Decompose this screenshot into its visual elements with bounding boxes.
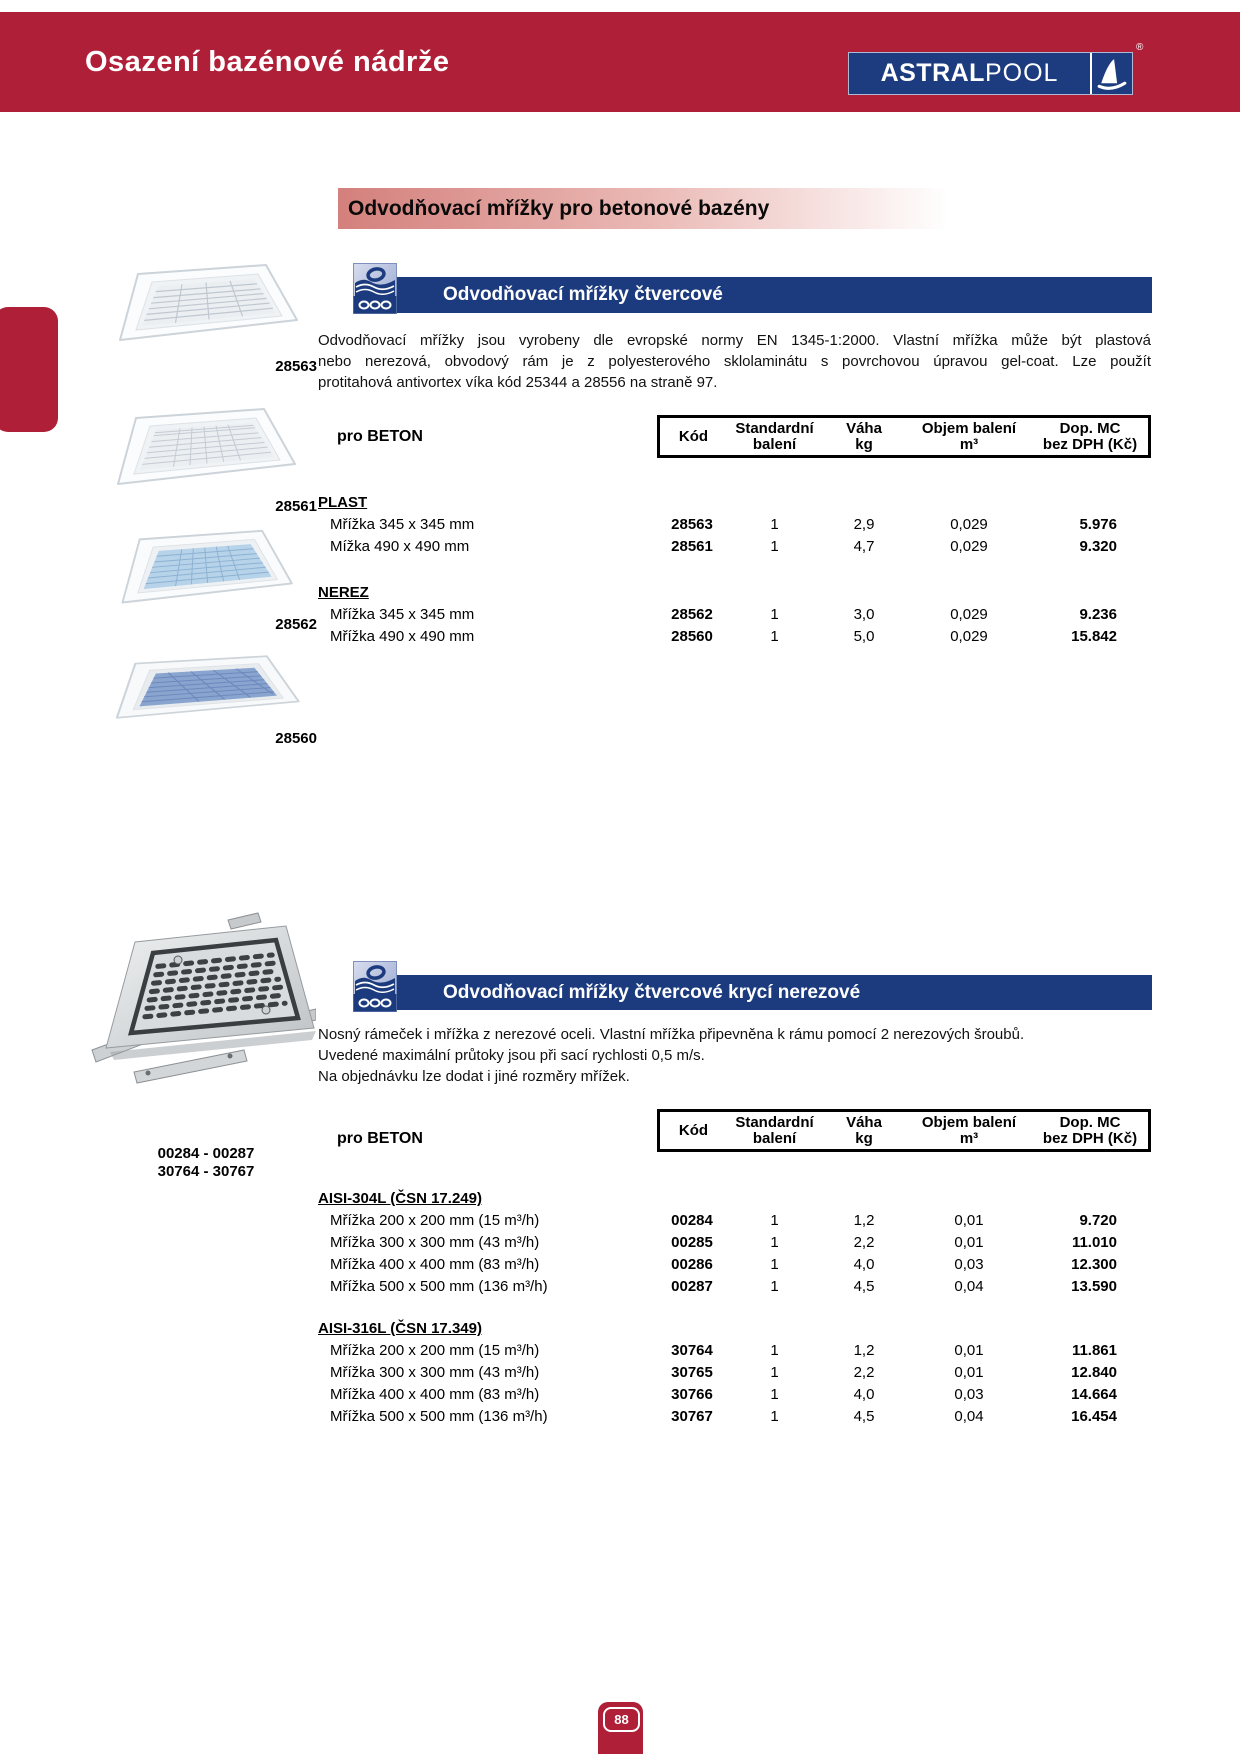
weight-cell: 2,2 <box>853 1364 875 1381</box>
header-line: Standardní <box>735 1113 814 1131</box>
product-name-cell: Mřížka 200 x 200 mm (15 m³/h) <box>330 1212 540 1229</box>
volume-cell: 0,01 <box>954 1234 984 1251</box>
table-row <box>318 1254 1151 1276</box>
table-row <box>318 536 1151 558</box>
astralpool-logo <box>848 52 1133 95</box>
product-code-label: 28563 <box>275 358 317 375</box>
description-line: Uvedené maximální průtoky jsou při sací rychlosti 0,5 m/s. <box>318 1047 705 1064</box>
weight-cell: 4,0 <box>853 1386 875 1403</box>
package-cell: 1 <box>770 1278 779 1295</box>
package-cell: 1 <box>770 1342 779 1359</box>
header-line: Objem balení <box>921 419 1017 437</box>
product-description-1 <box>318 330 1151 393</box>
table-header-row <box>657 415 1151 458</box>
code-cell: 00287 <box>671 1278 713 1295</box>
table-row <box>318 604 1151 626</box>
header-line: Váha <box>846 1113 882 1131</box>
logo-brand-text <box>849 53 1090 94</box>
grille-image-28561 <box>96 404 300 501</box>
code-cell: 28560 <box>671 628 713 645</box>
code-range-line: 30764 - 30767 <box>157 1163 255 1180</box>
swimmer-icon <box>353 263 397 314</box>
code-cell: 30765 <box>671 1364 713 1381</box>
description-line: Odvodňovací mřížky jsou vyrobeny dle evropské normy EN 1345-1:2000. Vlastní mřížka může být plastová <box>318 332 1151 349</box>
price-cell: 9.236 <box>1079 606 1117 623</box>
code-cell: 00284 <box>671 1212 713 1229</box>
column-header-objem <box>906 421 1032 453</box>
registered-mark: ® <box>1136 42 1144 53</box>
category-banner-2 <box>397 975 1152 1010</box>
weight-cell: 4,5 <box>853 1408 875 1425</box>
table-row <box>318 1232 1151 1254</box>
volume-cell: 0,029 <box>950 538 988 555</box>
volume-cell: 0,04 <box>954 1278 984 1295</box>
volume-cell: 0,029 <box>950 628 988 645</box>
product-name-cell: Mřížka 300 x 300 mm (43 m³/h) <box>330 1364 540 1381</box>
page-title: Osazení bazénové nádrže <box>85 46 450 78</box>
product-table-1 <box>318 492 1151 648</box>
package-cell: 1 <box>770 516 779 533</box>
section-title: Odvodňovací mřížky pro betonové bazény <box>338 188 1163 229</box>
column-header-baleni <box>727 1115 822 1147</box>
grille-image-28563 <box>100 260 300 357</box>
code-cell: 00286 <box>671 1256 713 1273</box>
group-heading: NEREZ <box>318 584 369 601</box>
code-cell: 00285 <box>671 1234 713 1251</box>
group-heading: AISI-316L (ČSN 17.349) <box>318 1320 482 1337</box>
header-line: balení <box>752 1129 797 1147</box>
code-cell: 28563 <box>671 516 713 533</box>
group-heading: PLAST <box>318 494 368 511</box>
weight-cell: 2,2 <box>853 1234 875 1251</box>
weight-cell: 3,0 <box>853 606 875 623</box>
volume-cell: 0,03 <box>954 1256 984 1273</box>
code-cell: 28561 <box>671 538 713 555</box>
product-name-cell: Mřížka 345 x 345 mm <box>330 516 475 533</box>
table-row <box>318 1210 1151 1232</box>
product-description-2 <box>318 1024 1151 1087</box>
product-name-cell: Mřížka 400 x 400 mm (83 m³/h) <box>330 1386 540 1403</box>
package-cell: 1 <box>770 1256 779 1273</box>
product-code-range-label <box>121 1145 291 1181</box>
price-cell: 9.320 <box>1079 538 1117 555</box>
table-row <box>318 626 1151 648</box>
product-name-cell: Mřížka 500 x 500 mm (136 m³/h) <box>330 1278 548 1295</box>
price-cell: 12.300 <box>1071 1256 1117 1273</box>
volume-cell: 0,04 <box>954 1408 984 1425</box>
table-row <box>318 1362 1151 1384</box>
header-line: m³ <box>959 1129 979 1147</box>
column-header-cena <box>1032 421 1148 453</box>
volume-cell: 0,01 <box>954 1212 984 1229</box>
package-cell: 1 <box>770 628 779 645</box>
grille-image-28562 <box>100 526 298 619</box>
price-cell: 11.861 <box>1071 1342 1117 1359</box>
volume-cell: 0,029 <box>950 606 988 623</box>
description-line: Na objednávku lze dodat i jiné rozměry mřížek. <box>318 1068 630 1085</box>
banner-title: Odvodňovací mřížky čtvercové <box>443 284 723 305</box>
volume-cell: 0,01 <box>954 1342 984 1359</box>
price-cell: 5.976 <box>1079 516 1117 533</box>
header-line: bez DPH (Kč) <box>1042 435 1138 453</box>
table-row <box>318 514 1151 536</box>
price-cell: 9.720 <box>1079 1212 1117 1229</box>
weight-cell: 4,7 <box>853 538 875 555</box>
header-line: kg <box>855 1129 873 1147</box>
volume-cell: 0,01 <box>954 1364 984 1381</box>
group-heading: AISI-304L (ČSN 17.249) <box>318 1190 482 1207</box>
header-line: bez DPH (Kč) <box>1042 1129 1138 1147</box>
header-line: m³ <box>959 435 979 453</box>
product-code-label: 28560 <box>275 730 317 747</box>
column-header-vaha <box>822 421 906 453</box>
header-line: Dop. MC <box>1059 419 1121 437</box>
banner-title: Odvodňovací mřížky čtvercové krycí nerezové <box>443 982 861 1003</box>
product-code-label: 28562 <box>275 616 317 633</box>
table-header-row <box>657 1109 1151 1152</box>
column-header-objem <box>906 1115 1032 1147</box>
package-cell: 1 <box>770 538 779 555</box>
description-line: nebo nerezová, obvodový rám je z polyesterového sklolaminátu s povrchovou úpravou gel-coat. Lze použít <box>318 353 1151 370</box>
pro-beton-label: pro BETON <box>337 428 423 445</box>
product-name-cell: Mřížka 300 x 300 mm (43 m³/h) <box>330 1234 540 1251</box>
grille-image-28560 <box>96 648 302 729</box>
table-row <box>318 1276 1151 1298</box>
weight-cell: 4,0 <box>853 1256 875 1273</box>
table-row <box>318 1406 1151 1428</box>
weight-cell: 5,0 <box>853 628 875 645</box>
price-cell: 12.840 <box>1071 1364 1117 1381</box>
volume-cell: 0,03 <box>954 1386 984 1403</box>
pro-beton-label: pro BETON <box>337 1130 423 1147</box>
header-line: Standardní <box>735 419 814 437</box>
package-cell: 1 <box>770 1364 779 1381</box>
weight-cell: 1,2 <box>853 1342 875 1359</box>
product-name-cell: Mřížka 200 x 200 mm (15 m³/h) <box>330 1342 540 1359</box>
logo-brand-bold: ASTRAL <box>880 59 985 87</box>
header-line: Objem balení <box>921 1113 1017 1131</box>
price-cell: 16.454 <box>1071 1408 1117 1425</box>
table-row <box>318 1340 1151 1362</box>
page-number-tab <box>598 1702 643 1754</box>
volume-cell: 0,029 <box>950 516 988 533</box>
column-header-kod: Kód <box>678 427 709 445</box>
code-cell: 30767 <box>671 1408 713 1425</box>
package-cell: 1 <box>770 606 779 623</box>
code-cell: 30764 <box>671 1342 713 1359</box>
code-range-line: 00284 - 00287 <box>157 1145 255 1162</box>
category-banner-1 <box>397 277 1152 313</box>
code-cell: 28562 <box>671 606 713 623</box>
weight-cell: 2,9 <box>853 516 875 533</box>
swimmer-icon <box>353 961 397 1012</box>
header-line: balení <box>752 435 797 453</box>
price-cell: 15.842 <box>1071 628 1117 645</box>
weight-cell: 1,2 <box>853 1212 875 1229</box>
column-header-kod: Kód <box>678 1121 709 1139</box>
price-cell: 11.010 <box>1071 1234 1117 1251</box>
package-cell: 1 <box>770 1234 779 1251</box>
description-line: Nosný rámeček i mřížka z nerezové oceli. Vlastní mřížka připevněna k rámu pomocí 2 nerezových šroubů. <box>318 1026 1025 1043</box>
logo-brand-light: POOL <box>984 59 1059 87</box>
stainless-grille-image <box>90 880 316 1107</box>
header-line: Váha <box>846 419 882 437</box>
left-tab-decoration <box>0 307 58 432</box>
product-name-cell: Mřížka 500 x 500 mm (136 m³/h) <box>330 1408 548 1425</box>
header-line: Dop. MC <box>1059 1113 1121 1131</box>
price-cell: 14.664 <box>1071 1386 1117 1403</box>
column-header-cena <box>1032 1115 1148 1147</box>
package-cell: 1 <box>770 1386 779 1403</box>
table-row <box>318 1384 1151 1406</box>
page-number: 88 <box>603 1707 640 1732</box>
package-cell: 1 <box>770 1212 779 1229</box>
product-name-cell: Mížka 490 x 490 mm <box>330 538 470 555</box>
product-name-cell: Mřížka 490 x 490 mm <box>330 628 475 645</box>
product-name-cell: Mřížka 400 x 400 mm (83 m³/h) <box>330 1256 540 1273</box>
header-line: kg <box>855 435 873 453</box>
product-name-cell: Mřížka 345 x 345 mm <box>330 606 475 623</box>
column-header-baleni <box>727 421 822 453</box>
astralpool-sail-icon <box>1092 53 1132 94</box>
weight-cell: 4,5 <box>853 1278 875 1295</box>
product-code-label: 28561 <box>275 498 317 515</box>
price-cell: 13.590 <box>1071 1278 1117 1295</box>
description-line: protitahová antivortex víka kód 25344 a 28556 na straně 97. <box>318 374 718 391</box>
package-cell: 1 <box>770 1408 779 1425</box>
product-table-2 <box>318 1188 1151 1428</box>
column-header-vaha <box>822 1115 906 1147</box>
code-cell: 30766 <box>671 1386 713 1403</box>
